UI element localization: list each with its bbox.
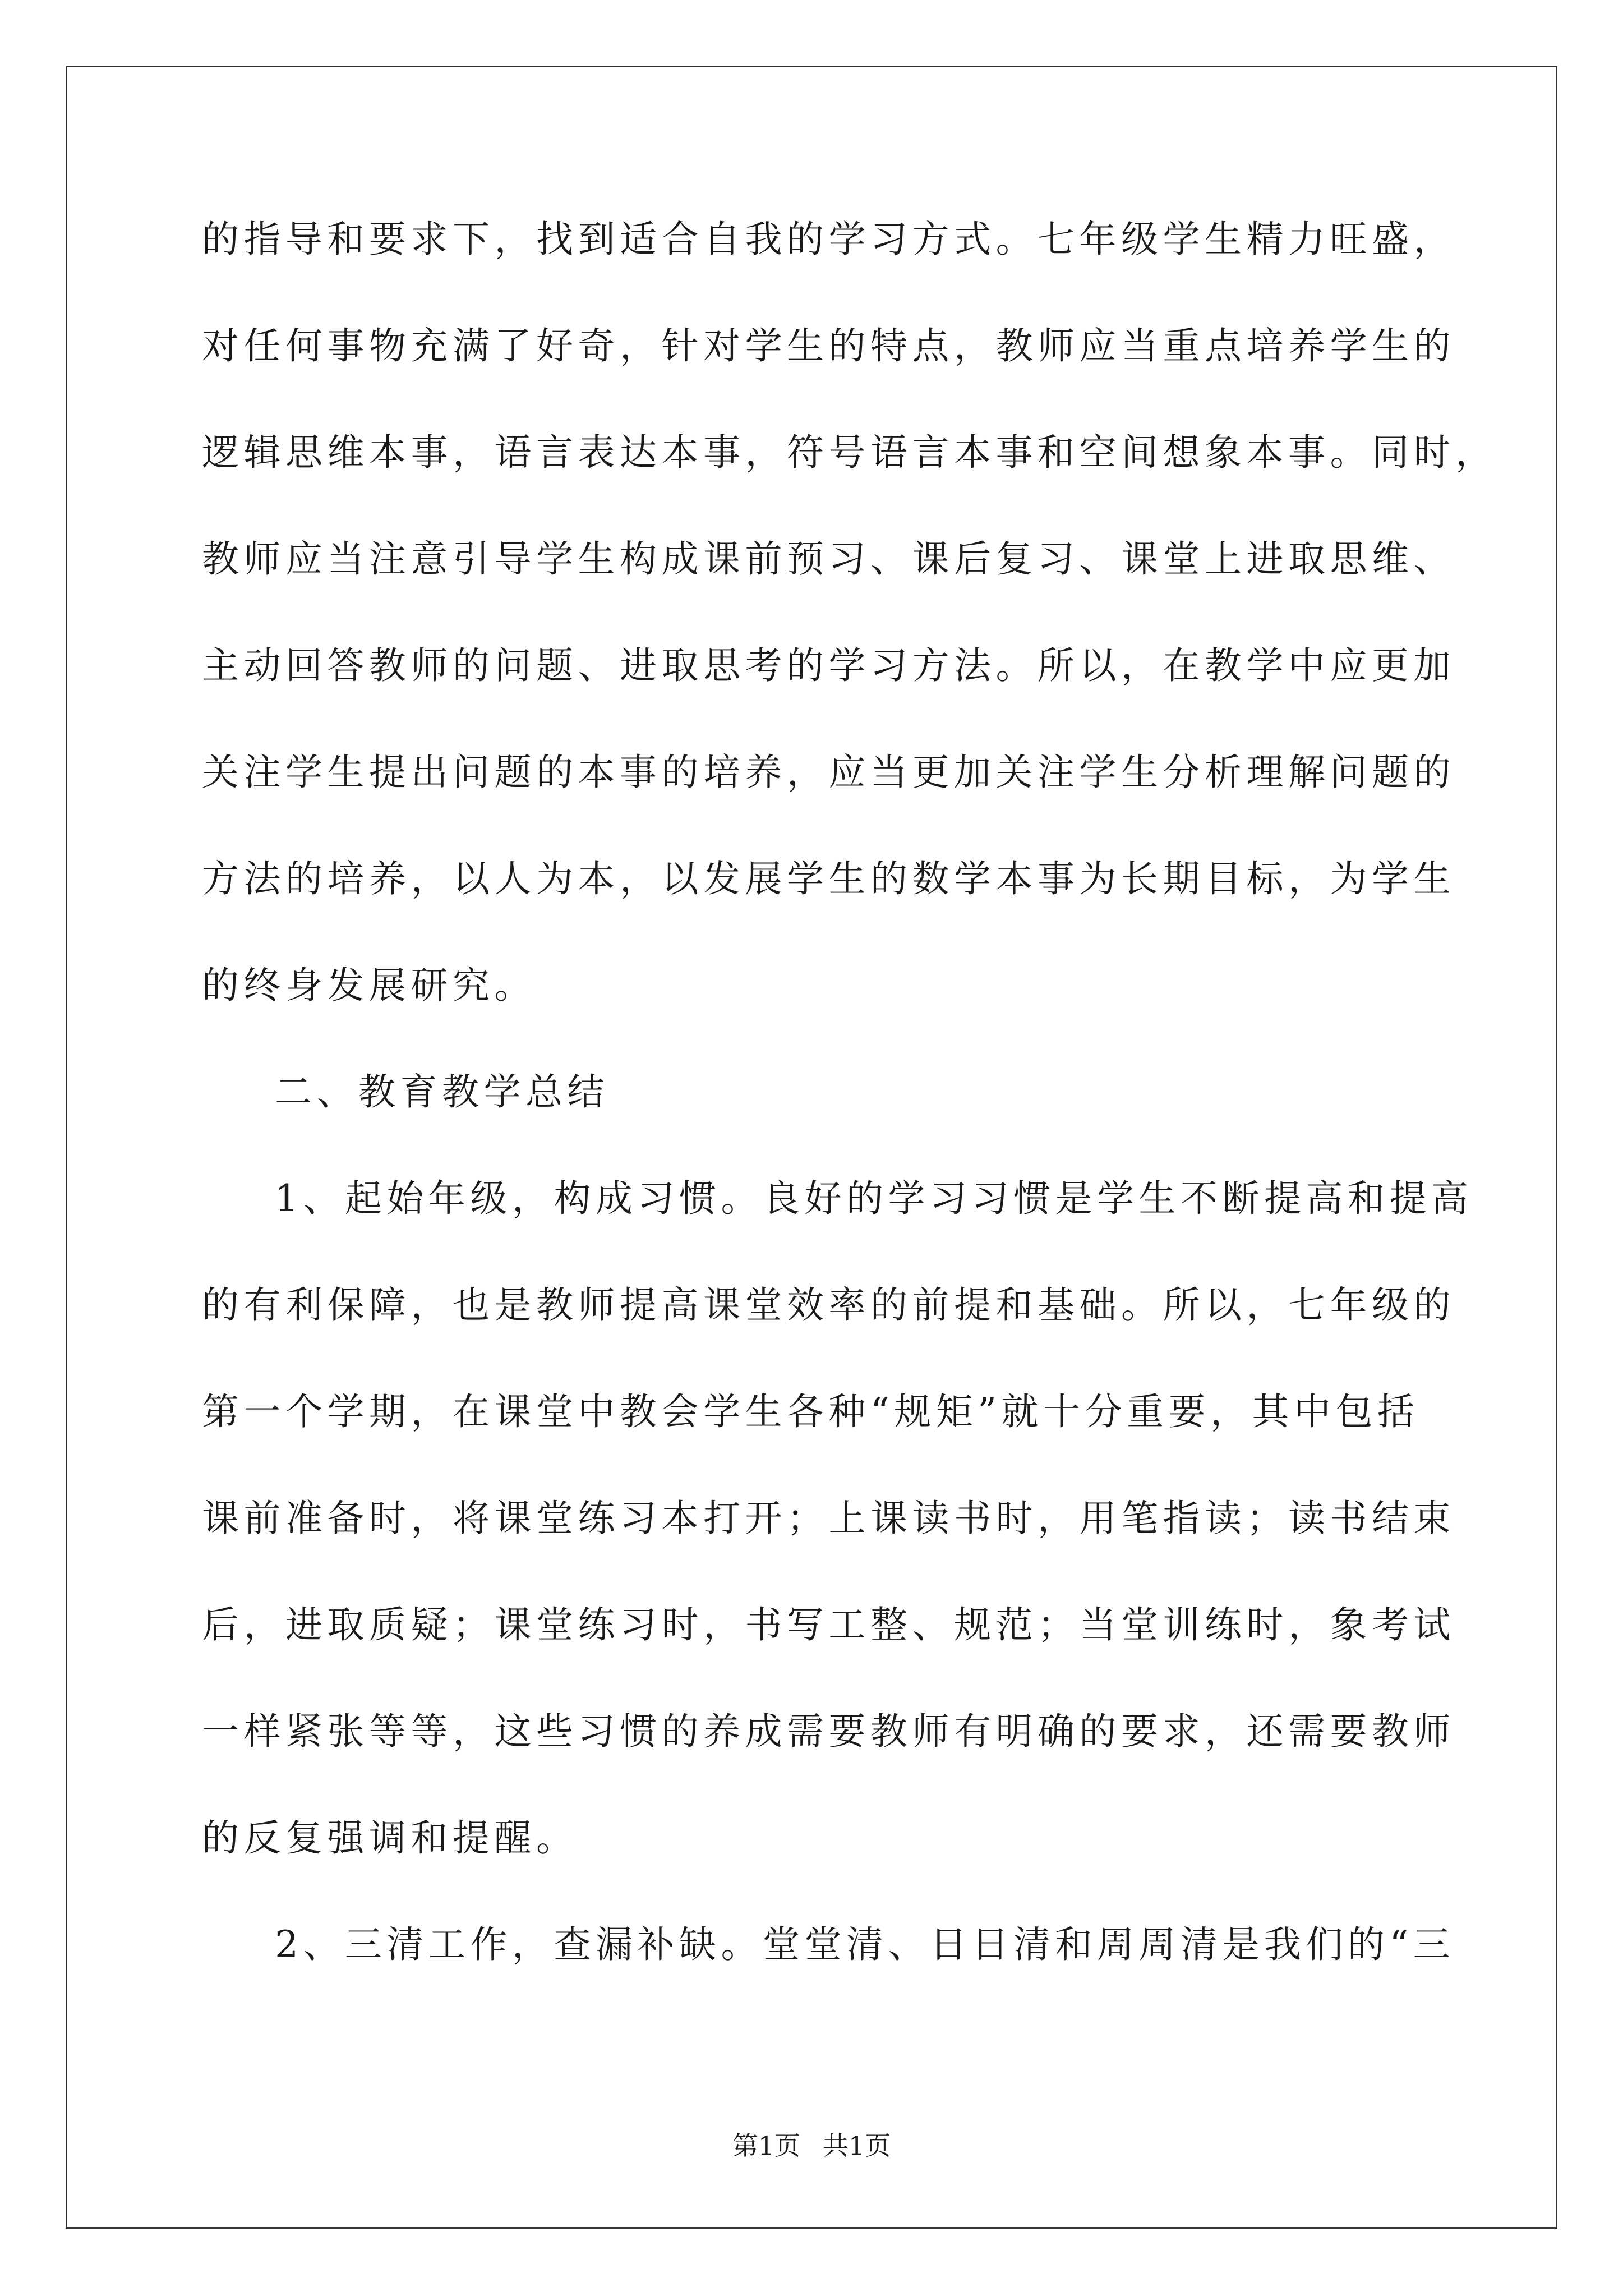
body-text-line: 的有利保障，也是教师提高课堂效率的前提和基础。所以，七年级的 (202, 1283, 1455, 1327)
body-text-line: 2、三清工作，查漏补缺。堂堂清、日日清和周周清是我们的“三 (275, 1923, 1455, 1966)
document-body (202, 197, 1497, 2009)
body-text-line: 的终身发展研究。 (202, 964, 536, 1007)
body-text-line: 第一个学期，在课堂中教会学生各种“规矩”就十分重要，其中包括 (202, 1390, 1419, 1433)
page-number-total: 共1页 (823, 2131, 891, 2161)
page-number-current: 第1页 (732, 2131, 800, 2161)
body-text-line: 课前准备时，将课堂练习本打开；上课读书时，用笔指读；读书结束 (202, 1497, 1455, 1540)
body-text-line: 一样紧张等等，这些习惯的养成需要教师有明确的要求，还需要教师 (202, 1710, 1455, 1753)
body-text-line: 方法的培养，以人为本，以发展学生的数学本事为长期目标，为学生 (202, 857, 1455, 900)
body-text-line: 的指导和要求下，找到适合自我的学习方式。七年级学生精力旺盛， (202, 218, 1455, 261)
body-text-line: 教师应当注意引导学生构成课前预习、课后复习、课堂上进取思维、 (202, 537, 1455, 581)
body-text-line: 1、起始年级，构成习惯。良好的学习习惯是学生不断提高和提高 (275, 1177, 1473, 1220)
body-text-line: 逻辑思维本事，语言表达本事，符号语言本事和空间想象本事。同时， (202, 431, 1497, 474)
body-text-line: 主动回答教师的问题、进取思考的学习方法。所以，在教学中应更加 (202, 644, 1455, 687)
body-text-line: 对任何事物充满了好奇，针对学生的特点，教师应当重点培养学生的 (202, 324, 1455, 367)
body-text-line: 关注学生提出问题的本事的培养，应当更加关注学生分析理解问题的 (202, 751, 1455, 794)
page-footer (0, 2129, 1623, 2162)
body-text-line: 的反复强调和提醒。 (202, 1816, 578, 1860)
section-heading: 二、教育教学总结 (275, 1070, 609, 1114)
body-text-line: 后，进取质疑；课堂练习时，书写工整、规范；当堂训练时，象考试 (202, 1603, 1455, 1646)
